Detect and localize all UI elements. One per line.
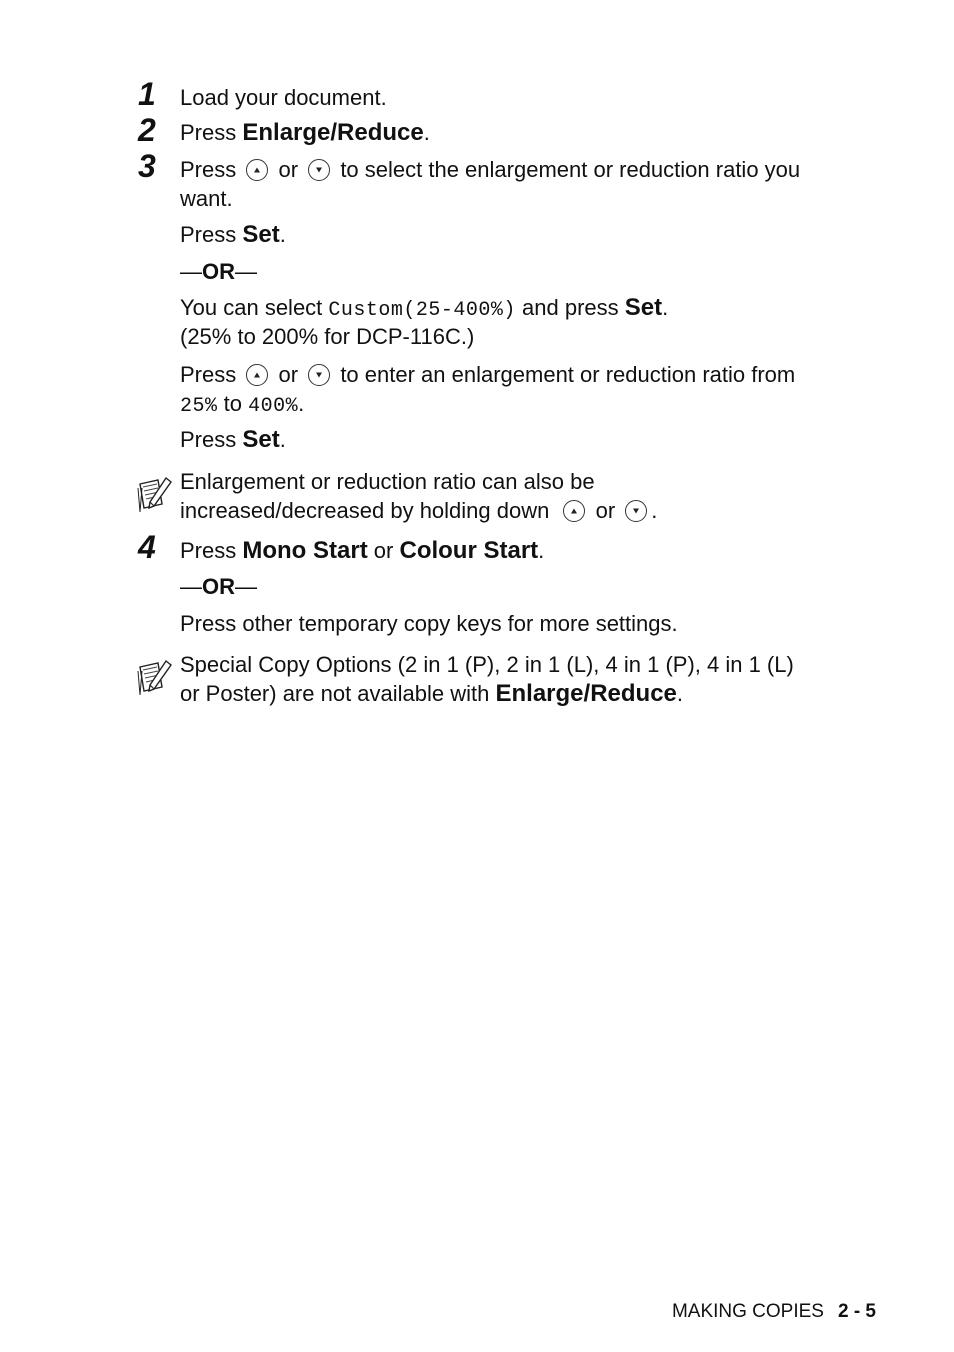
step-3-line-1: Press or to select the enlargement or reduction ratio you [180, 157, 801, 182]
step-3-line-2: want. [180, 186, 233, 211]
or-separator-1: —OR— [180, 259, 257, 284]
note-2-line-2: or Poster) are not available with Enlarge/Reduce. [180, 680, 684, 707]
up-arrow-key-icon [563, 500, 585, 522]
custom-lcd-text: Custom(25-400%) [328, 299, 516, 322]
step-4-text: Press Mono Start or Colour Start. [180, 537, 545, 564]
press-set-1: Press Set. [180, 221, 286, 248]
up-arrow-key-icon [246, 159, 268, 181]
note-pencil-icon [136, 474, 174, 514]
press-set-2: Press Set. [180, 426, 286, 453]
note-pencil-icon [136, 657, 174, 697]
down-arrow-key-icon [625, 500, 647, 522]
mono-start-key-label: Mono Start [242, 537, 368, 564]
step-1-text: Load your document. [180, 85, 387, 110]
page-footer [672, 1300, 876, 1324]
or-separator-2: —OR— [180, 574, 257, 599]
note-1-line-2: increased/decreased by holding down or . [180, 498, 658, 523]
step-number-3: 3 [138, 148, 156, 184]
colour-start-key-label: Colour Start [399, 537, 539, 564]
down-arrow-key-icon [308, 364, 330, 386]
step-2-text: Press Enlarge/Reduce. [180, 119, 430, 146]
footer-section: MAKING COPIES [671, 1301, 824, 1322]
step-number-4: 4 [138, 529, 156, 565]
down-arrow-key-icon [308, 159, 330, 181]
step-number-2: 2 [138, 112, 156, 148]
up-arrow-key-icon [246, 364, 268, 386]
step-3-enter-ratio: Press or to enter an enlargement or reduction ratio from [180, 362, 796, 387]
note-1-line-1: Enlargement or reduction ratio can also be [180, 469, 595, 494]
ratio-range: 25% to 400%. [180, 391, 305, 418]
custom-range-note: (25% to 200% for DCP-116C.) [180, 324, 475, 349]
enlarge-reduce-key-label: Enlarge/Reduce [242, 119, 424, 146]
custom-option-text: You can select Custom(25-400%) and press Set. [180, 294, 669, 322]
step-number-1: 1 [138, 76, 156, 112]
page-number: 2 - 5 [837, 1301, 876, 1322]
note-2-line-1: Special Copy Options (2 in 1 (P), 2 in 1 (L), 4 in 1 (P), 4 in 1 (L) [180, 652, 794, 677]
other-keys-text: Press other temporary copy keys for more settings. [180, 611, 678, 636]
